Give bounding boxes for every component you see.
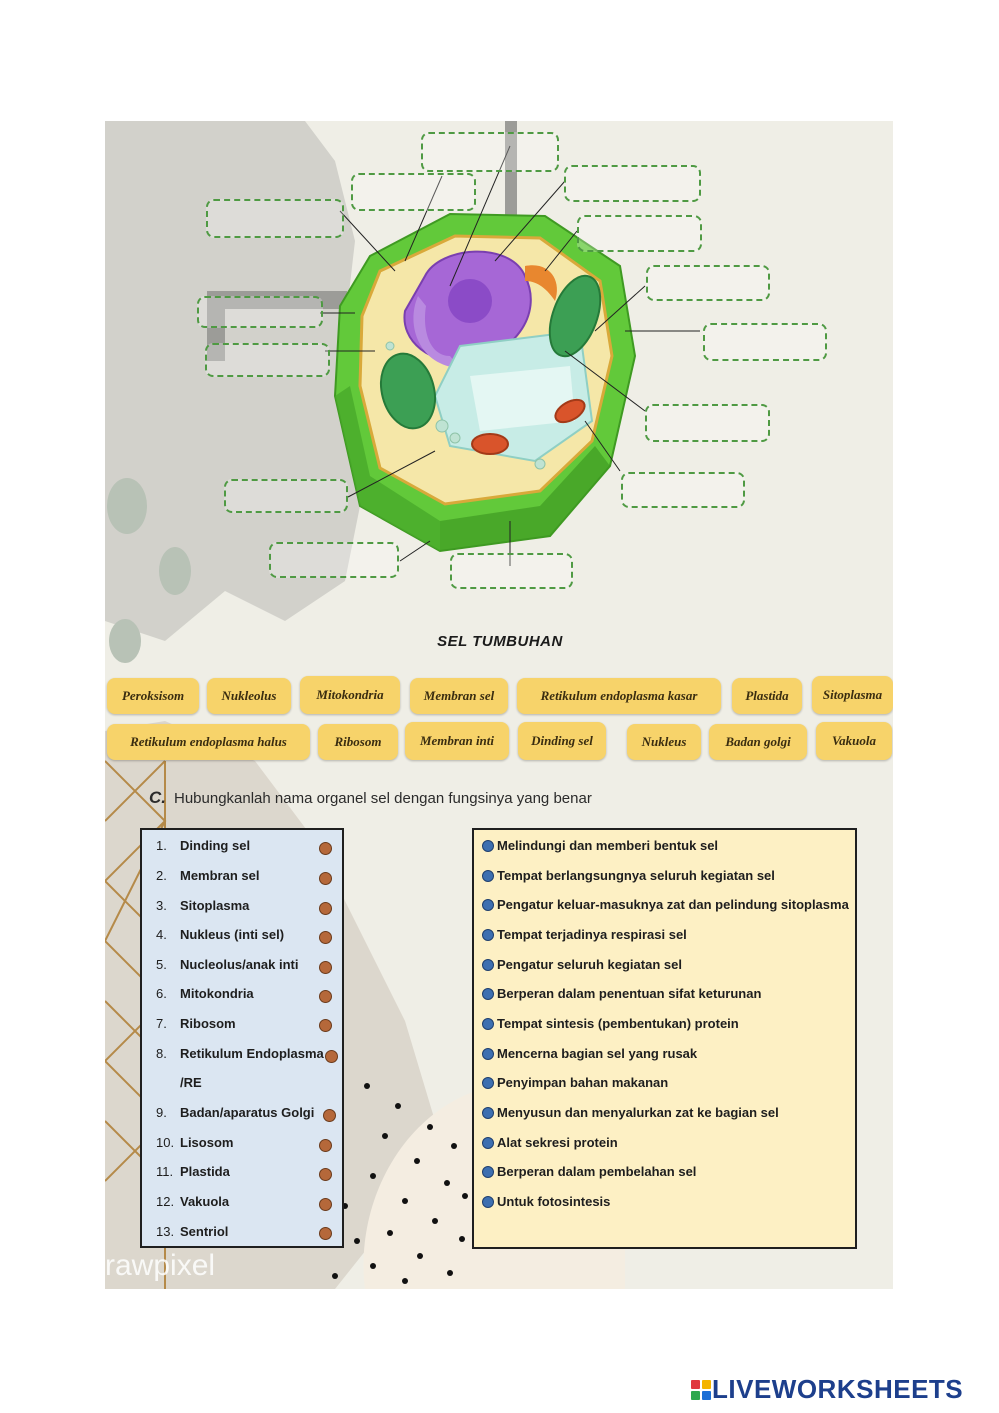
list-item: 6. Mitokondria: [156, 986, 254, 1001]
tag-nukleolus[interactable]: Nukleolus: [207, 678, 291, 714]
list-item[interactable]: Penyimpan bahan makanan: [482, 1075, 668, 1090]
tag-retikulum-endoplasma-kasar[interactable]: Retikulum endoplasma kasar: [517, 678, 721, 714]
match-dot-left-13[interactable]: [319, 1227, 332, 1240]
match-dot-left-2[interactable]: [319, 872, 332, 885]
brand-name: LIVEWORKSHEETS: [712, 1374, 964, 1404]
label-slot-13[interactable]: [269, 542, 399, 578]
tag-membran-sel[interactable]: Membran sel: [410, 678, 508, 714]
list-item: 8. Retikulum Endoplasma: [156, 1046, 324, 1061]
match-dot-right[interactable]: [482, 1137, 494, 1149]
list-item: 10. Lisosom: [156, 1135, 234, 1150]
list-item[interactable]: Pengatur keluar-masuknya zat dan pelindung sitoplasma: [482, 897, 849, 912]
label-slot-5[interactable]: [577, 215, 702, 252]
match-dot-right[interactable]: [482, 1077, 494, 1089]
list-item[interactable]: Berperan dalam pembelahan sel: [482, 1164, 696, 1179]
list-item: 12. Vakuola: [156, 1194, 230, 1209]
label-slot-2[interactable]: [351, 173, 476, 211]
match-dot-right[interactable]: [482, 1107, 494, 1119]
match-dot-left-7[interactable]: [319, 1019, 332, 1032]
list-item[interactable]: Berperan dalam penentuan sifat keturunan: [482, 986, 761, 1001]
match-dot-right[interactable]: [482, 1048, 494, 1060]
function-list: [472, 828, 857, 1249]
list-item: 9. Badan/aparatus Golgi: [156, 1105, 315, 1120]
match-dot-right[interactable]: [482, 959, 494, 971]
match-dot-left-10[interactable]: [319, 1139, 332, 1152]
tag-sitoplasma[interactable]: Sitoplasma: [812, 676, 893, 714]
list-item[interactable]: Tempat terjadinya respirasi sel: [482, 927, 687, 942]
tag-plastida[interactable]: Plastida: [732, 678, 802, 714]
instruction-text: Hubungkanlah nama organel sel dengan fungsinya yang benar: [174, 790, 592, 807]
label-slot-8[interactable]: [703, 323, 827, 361]
list-item[interactable]: Melindungi dan memberi bentuk sel: [482, 838, 718, 853]
watermark-text: rawpixel: [105, 1249, 216, 1282]
list-item[interactable]: Menyusun dan menyalurkan zat ke bagian sel: [482, 1105, 779, 1120]
match-dot-left-5[interactable]: [319, 961, 332, 974]
label-slot-1[interactable]: [421, 132, 559, 172]
match-dot-right[interactable]: [482, 1018, 494, 1030]
match-dot-right[interactable]: [482, 1196, 494, 1208]
label-slot-12[interactable]: [224, 479, 348, 513]
match-dot-right[interactable]: [482, 1166, 494, 1178]
list-item[interactable]: Pengatur seluruh kegiatan sel: [482, 957, 682, 972]
match-dot-left-4[interactable]: [319, 931, 332, 944]
tag-peroksisom[interactable]: Peroksisom: [107, 678, 199, 714]
tag-dinding-sel[interactable]: Dinding sel: [518, 722, 606, 760]
label-slot-9[interactable]: [205, 343, 330, 377]
match-dot-right[interactable]: [482, 988, 494, 1000]
match-dot-right[interactable]: [482, 929, 494, 941]
diagram-title: SEL TUMBUHAN: [437, 633, 563, 650]
tag-nukleus[interactable]: Nukleus: [627, 724, 701, 760]
label-slot-10[interactable]: [645, 404, 770, 442]
list-item: 7. Ribosom: [156, 1016, 236, 1031]
section-letter: C.: [149, 788, 166, 807]
match-dot-left-8[interactable]: [325, 1050, 338, 1063]
list-item[interactable]: Untuk fotosintesis: [482, 1194, 610, 1209]
tag-retikulum-endoplasma-halus[interactable]: Retikulum endoplasma halus: [107, 724, 310, 760]
list-item[interactable]: Tempat berlangsungnya seluruh kegiatan sel: [482, 868, 775, 883]
list-item[interactable]: Tempat sintesis (pembentukan) protein: [482, 1016, 739, 1031]
list-item: 11. Plastida: [156, 1164, 230, 1179]
match-dot-left-1[interactable]: [319, 842, 332, 855]
worksheet-page: [105, 121, 893, 1289]
tag-badan-golgi[interactable]: Badan golgi: [709, 724, 807, 760]
match-dot-right[interactable]: [482, 840, 494, 852]
label-slot-4[interactable]: [206, 199, 344, 238]
list-item: 1. Dinding sel: [156, 838, 251, 853]
match-dot-right[interactable]: [482, 899, 494, 911]
list-item[interactable]: Mencerna bagian sel yang rusak: [482, 1046, 697, 1061]
liveworksheets-logo: [690, 1374, 963, 1405]
label-slot-7[interactable]: [197, 296, 323, 328]
label-slot-11[interactable]: [621, 472, 745, 508]
match-dot-left-12[interactable]: [319, 1198, 332, 1211]
match-dot-left-9[interactable]: [323, 1109, 336, 1122]
match-dot-left-6[interactable]: [319, 990, 332, 1003]
list-item[interactable]: Alat sekresi protein: [482, 1135, 618, 1150]
list-item: 13. Sentriol: [156, 1224, 229, 1239]
list-item: 5. Nucleolus/anak inti: [156, 957, 299, 972]
tag-ribosom[interactable]: Ribosom: [318, 724, 398, 760]
section-c-instruction: [149, 788, 592, 808]
list-item: /RE: [180, 1075, 202, 1090]
match-dot-left-11[interactable]: [319, 1168, 332, 1181]
list-item: 4. Nukleus (inti sel): [156, 927, 285, 942]
tag-membran-inti[interactable]: Membran inti: [405, 722, 509, 760]
label-slot-3[interactable]: [564, 165, 701, 202]
organelle-list: [140, 828, 344, 1248]
match-dot-right[interactable]: [482, 870, 494, 882]
list-item: 2. Membran sel: [156, 868, 260, 883]
label-slot-6[interactable]: [646, 265, 770, 301]
match-dot-left-3[interactable]: [319, 902, 332, 915]
tag-mitokondria[interactable]: Mitokondria: [300, 676, 400, 714]
label-slot-14[interactable]: [450, 553, 573, 589]
tag-vakuola[interactable]: Vakuola: [816, 722, 892, 760]
list-item: 3. Sitoplasma: [156, 898, 250, 913]
logo-grid-icon: [690, 1378, 712, 1402]
